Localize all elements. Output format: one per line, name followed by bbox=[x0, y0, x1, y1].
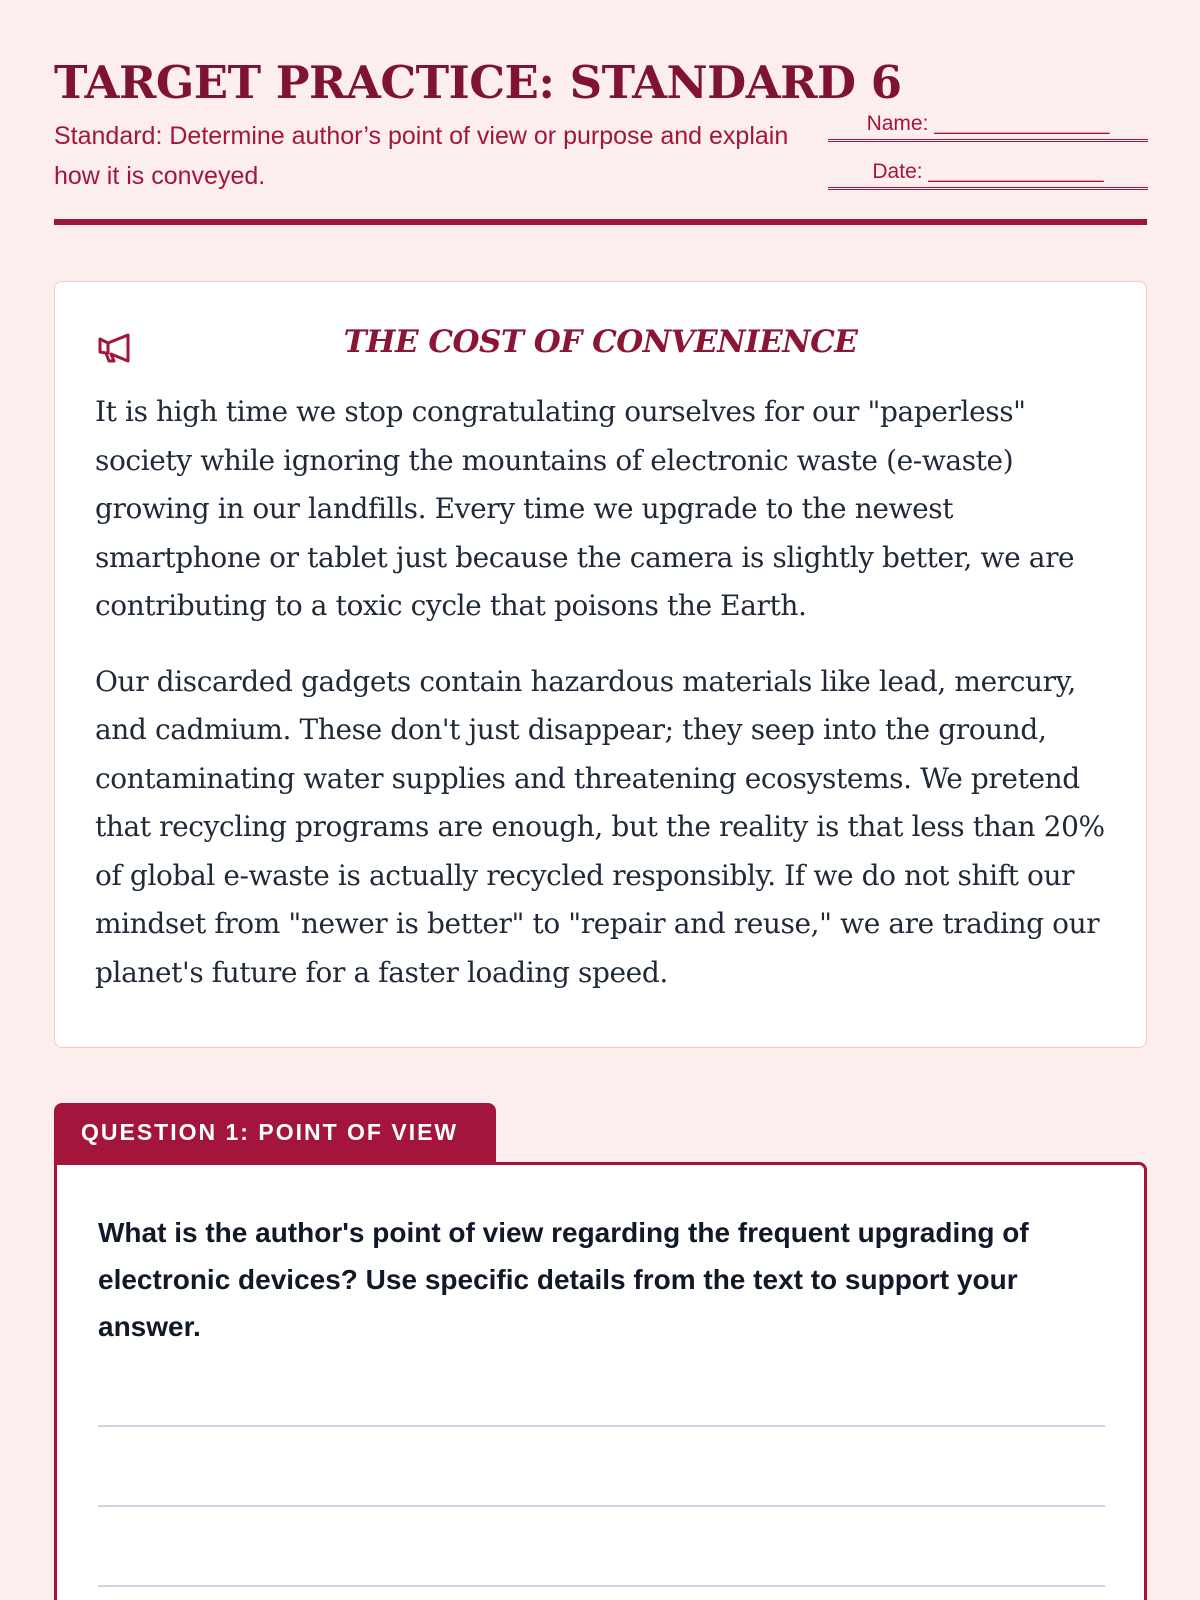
answer-line[interactable] bbox=[98, 1425, 1105, 1427]
question-prompt: What is the author's point of view regarding the frequent upgrading of electronic devices? Use specific details from the text to support your answer. bbox=[98, 1217, 1029, 1342]
standard-description: Standard: Determine author’s point of view or purpose and explain how it is conveyed. bbox=[54, 122, 789, 190]
passage-paragraph: It is high time we stop congratulating ourselves for our "paperless" society while ignoring the mountains of electronic waste (e-waste) growing in our landfills. Every time we upgrade to the newest smartphone or tablet just because the camera is slightly better, we are contributing to a toxic cycle that poisons the Earth. bbox=[95, 395, 1075, 622]
passage-paragraph: Our discarded gadgets contain hazardous materials like lead, mercury, and cadmium. These don't just disappear; they seep into the ground, contaminating water supplies and threatening ecosystems. We pretend that recycling programs are enough, but the reality is that less than 20% of global e-waste is actually recycled responsibly. If we do not shift our mindset from "newer is better" to "repair and reuse," we are trading our planet's future for a faster loading speed. bbox=[95, 664, 1105, 989]
question-tab: QUESTION 1: POINT OF VIEW bbox=[54, 1103, 496, 1163]
passage-title: THE COST OF CONVENIENCE bbox=[343, 324, 858, 360]
header-divider bbox=[54, 219, 1147, 225]
reading-passage bbox=[54, 281, 1147, 1048]
megaphone-icon bbox=[97, 332, 131, 366]
worksheet-page bbox=[54, 0, 1147, 1342]
worksheet-header bbox=[54, 0, 1147, 228]
answer-line[interactable] bbox=[98, 1505, 1105, 1507]
question-card bbox=[54, 1162, 1147, 1600]
date-field[interactable]: Date: _______________ bbox=[828, 160, 1148, 190]
name-field[interactable]: Name: _______________ bbox=[828, 112, 1148, 142]
page-title: TARGET PRACTICE: STANDARD 6 bbox=[54, 56, 902, 109]
answer-line[interactable] bbox=[98, 1585, 1105, 1587]
